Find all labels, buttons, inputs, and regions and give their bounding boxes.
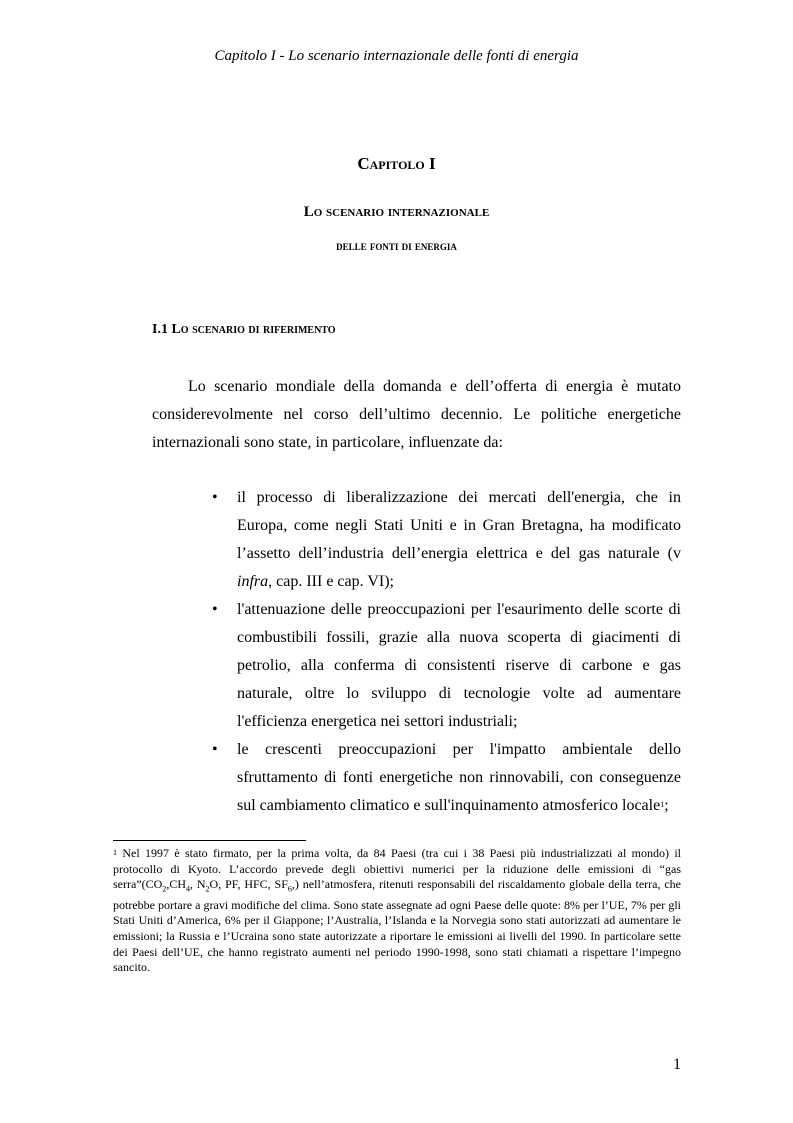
bullet-item bbox=[212, 596, 681, 736]
chapter-title-line2: delle fonti di energia bbox=[336, 238, 457, 253]
footnote-text: ,) nell’atmosfera, ritenuti responsabili del riscaldamento globale della terra, che potrebbe portare a gravi modifiche del clima. Sono state assegnate ad ogni Paese delle quote: 8% per l’UE, 7% per gli Stati Uniti d’America, 6% per il Giappone; l’Australia, l’Islanda e la Norvegia sono stati autorizzati ad aumentare le emissioni; la Russia e l’Ucraina sono state autorizzate a riportare le emissioni ai livelli del 1990. In particolare sette dei Paesi dell’UE, che hanno registrato aumenti nel periodo 1990-1998, sono stati chiamati a rispettare l’impegno sancito. bbox=[113, 877, 682, 975]
page-number: 1 bbox=[673, 1056, 681, 1073]
footnote bbox=[113, 846, 681, 976]
footnote-marker: 1 bbox=[113, 848, 117, 857]
bullet-icon: • bbox=[212, 741, 218, 758]
footnote-text: , N bbox=[189, 877, 206, 892]
bullet-text-end: , cap. III e cap. VI); bbox=[268, 573, 394, 590]
footnote-text: Nel 1997 è stato firmato, per la prima volta, da 84 Paesi (tra cui i 38 Paesi più industrializzati al mondo) il protocollo di Kyoto. L’accordo prevede degli obiettivi numerici per la riduzione delle emissioni di “gas serra”(CO bbox=[113, 846, 681, 892]
bullet-text: le crescenti preoccupazioni per l'impatto ambientale dello sfruttamento di fonti energetiche non rinnovabili, con conseguenze sul cambiamento climatico e sull'inquinamento atmosferico locale bbox=[237, 741, 681, 814]
bullet-text: l'attenuazione delle preoccupazioni per l'esaurimento delle scorte di combustibili fossili, grazie alla nuova scoperta di giacimenti di petrolio, alla conferma di consistenti riserve di carbone e gas naturale, oltre lo sviluppo di tecnologie volte ad aumentare l'efficienza energetica nei settori industriali; bbox=[237, 601, 681, 730]
bullet-item bbox=[212, 736, 681, 820]
footnote-divider bbox=[113, 840, 306, 841]
bullet-italic-text: infra bbox=[237, 573, 269, 590]
intro-paragraph: Lo scenario mondiale della domanda e dell’offerta di energia è mutato considerevolmente nel corso dell’ultimo decennio. Le politiche energetiche internazionali sono state, in particolare, influenzate da: bbox=[152, 378, 681, 451]
footnote-reference[interactable]: 1 bbox=[660, 800, 665, 809]
footnote-text: O, PF, HFC, SF bbox=[209, 877, 288, 892]
section-number: I.1 bbox=[152, 322, 168, 337]
bullet-text: il processo di liberalizzazione dei mercati dell'energia, che in Europa, come negli Stati Uniti e in Gran Bretagna, ha modificato l’assetto dell’industria dell’energia elettrica e del gas naturale (v bbox=[237, 489, 681, 562]
footnote-subscript: 2 bbox=[205, 884, 210, 894]
bullet-list bbox=[212, 484, 681, 820]
section-title: Lo scenario di riferimento bbox=[171, 322, 336, 337]
running-header: Capitolo I - Lo scenario internazionale delle fonti di energia bbox=[214, 48, 579, 64]
chapter-label: Capitolo I bbox=[357, 154, 436, 173]
section-heading bbox=[152, 322, 336, 338]
bullet-icon: • bbox=[212, 489, 218, 506]
footnote-subscript: 6 bbox=[287, 884, 292, 894]
footnote-subscript: 2 bbox=[162, 884, 167, 894]
chapter-title-line1: Lo scenario internazionale bbox=[303, 204, 490, 220]
bullet-text-end: ; bbox=[664, 797, 669, 814]
footnote-subscript: 4 bbox=[185, 884, 190, 894]
bullet-item bbox=[212, 484, 681, 596]
bullet-icon: • bbox=[212, 601, 218, 618]
footnote-text: ,CH bbox=[166, 877, 186, 892]
